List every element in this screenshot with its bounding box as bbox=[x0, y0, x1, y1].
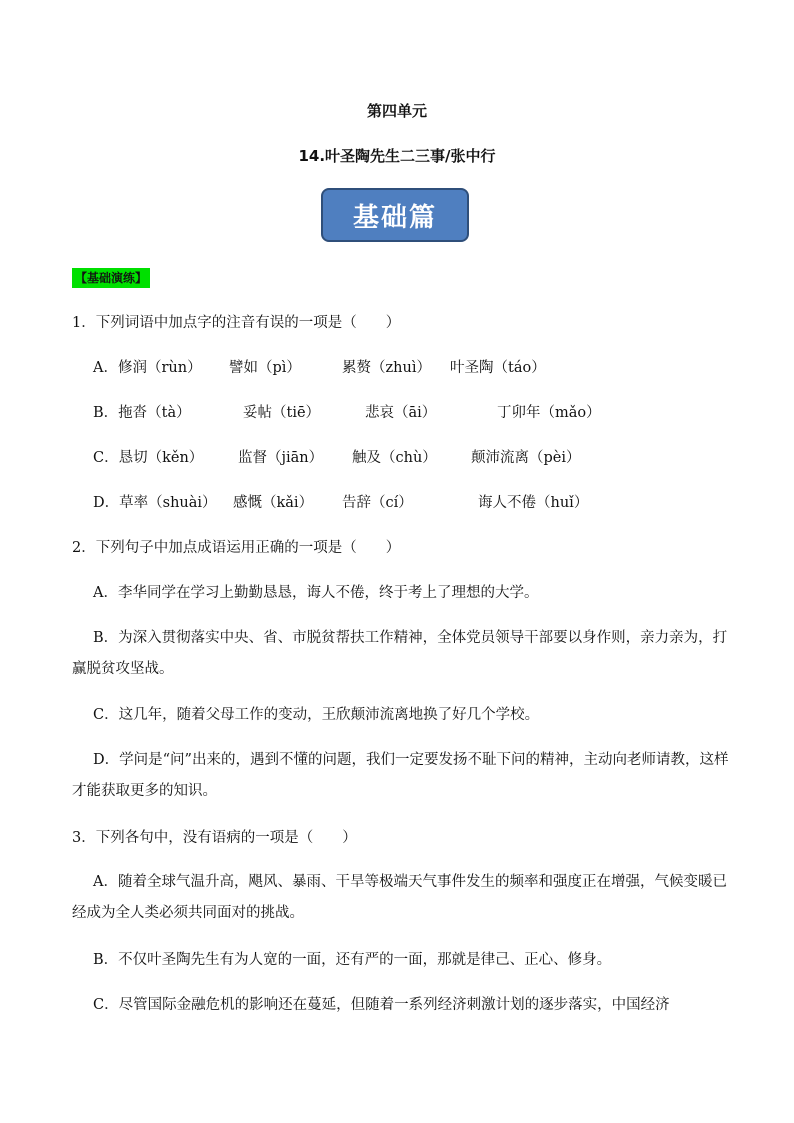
option-item: 诲人不倦（huǐ） bbox=[478, 495, 589, 511]
option-item: 感慨（kǎi） bbox=[233, 495, 314, 511]
option-item: 叶圣陶（táo） bbox=[450, 360, 546, 376]
question-3-option-c: C．尽管国际金融危机的影响还在蔓延，但随着一系列经济刺激计划的逐步落实，中国经济 bbox=[93, 997, 670, 1013]
option-item: C．恳切（kěn） bbox=[93, 450, 204, 466]
question-2-option-c: C．这几年，随着父母工作的变动，王欣颠沛流离地换了好几个学校。 bbox=[93, 707, 540, 723]
lesson-title: 14.叶圣陶先生二三事/张中行 bbox=[298, 147, 496, 165]
option-item: 悲哀（āi） bbox=[365, 405, 437, 421]
option-item: 丁卯年（mǎo） bbox=[497, 405, 601, 421]
section-tag: 【基础演练】 bbox=[72, 268, 150, 288]
option-item: B．拖沓（tà） bbox=[93, 405, 191, 421]
question-2-option-d: D．学问是“问”出来的，遇到不懂的问题，我们一定要发扬不耻下问的精神，主动向老师请教，这样才能获取更多的知识。 bbox=[72, 752, 729, 799]
question-3-stem: 3．下列各句中，没有语病的一项是（ ） bbox=[72, 830, 357, 846]
option-item: 累赘（zhuì） bbox=[342, 360, 431, 376]
option-item: D．草率（shuài） bbox=[93, 495, 217, 511]
option-item: 监督（jiān） bbox=[238, 450, 324, 466]
section-banner: 基础篇 bbox=[321, 188, 469, 242]
question-3-option-a: A．随着全球气温升高，飓风、暴雨、干旱等极端天气事件发生的频率和强度正在增强，气候变暖已经成为全人类必须共同面对的挑战。 bbox=[72, 874, 727, 921]
question-3-option-b: B．不仅叶圣陶先生有为人宽的一面，还有严的一面，那就是律己、正心、修身。 bbox=[93, 952, 612, 968]
question-2-option-a: A．李华同学在学习上勤勤恳恳，诲人不倦，终于考上了理想的大学。 bbox=[93, 585, 539, 601]
unit-title: 第四单元 bbox=[366, 102, 427, 120]
option-item: 触及（chù） bbox=[352, 450, 437, 466]
option-item: 告辞（cí） bbox=[342, 495, 413, 511]
question-2-option-b: B．为深入贯彻落实中央、省、市脱贫帮扶工作精神，全体党员领导干部要以身作则，亲力亲为，打赢脱贫攻坚战。 bbox=[72, 630, 728, 677]
option-item: 妥帖（tiē） bbox=[243, 405, 321, 421]
option-item: 颠沛流离（pèi） bbox=[471, 450, 581, 466]
question-1-stem: 1．下列词语中加点字的注音有误的一项是（ ） bbox=[72, 315, 401, 331]
option-item: 譬如（pì） bbox=[229, 360, 301, 376]
option-item: A．修润（rùn） bbox=[93, 360, 202, 376]
question-2-stem: 2．下列句子中加点成语运用正确的一项是（ ） bbox=[72, 540, 401, 556]
